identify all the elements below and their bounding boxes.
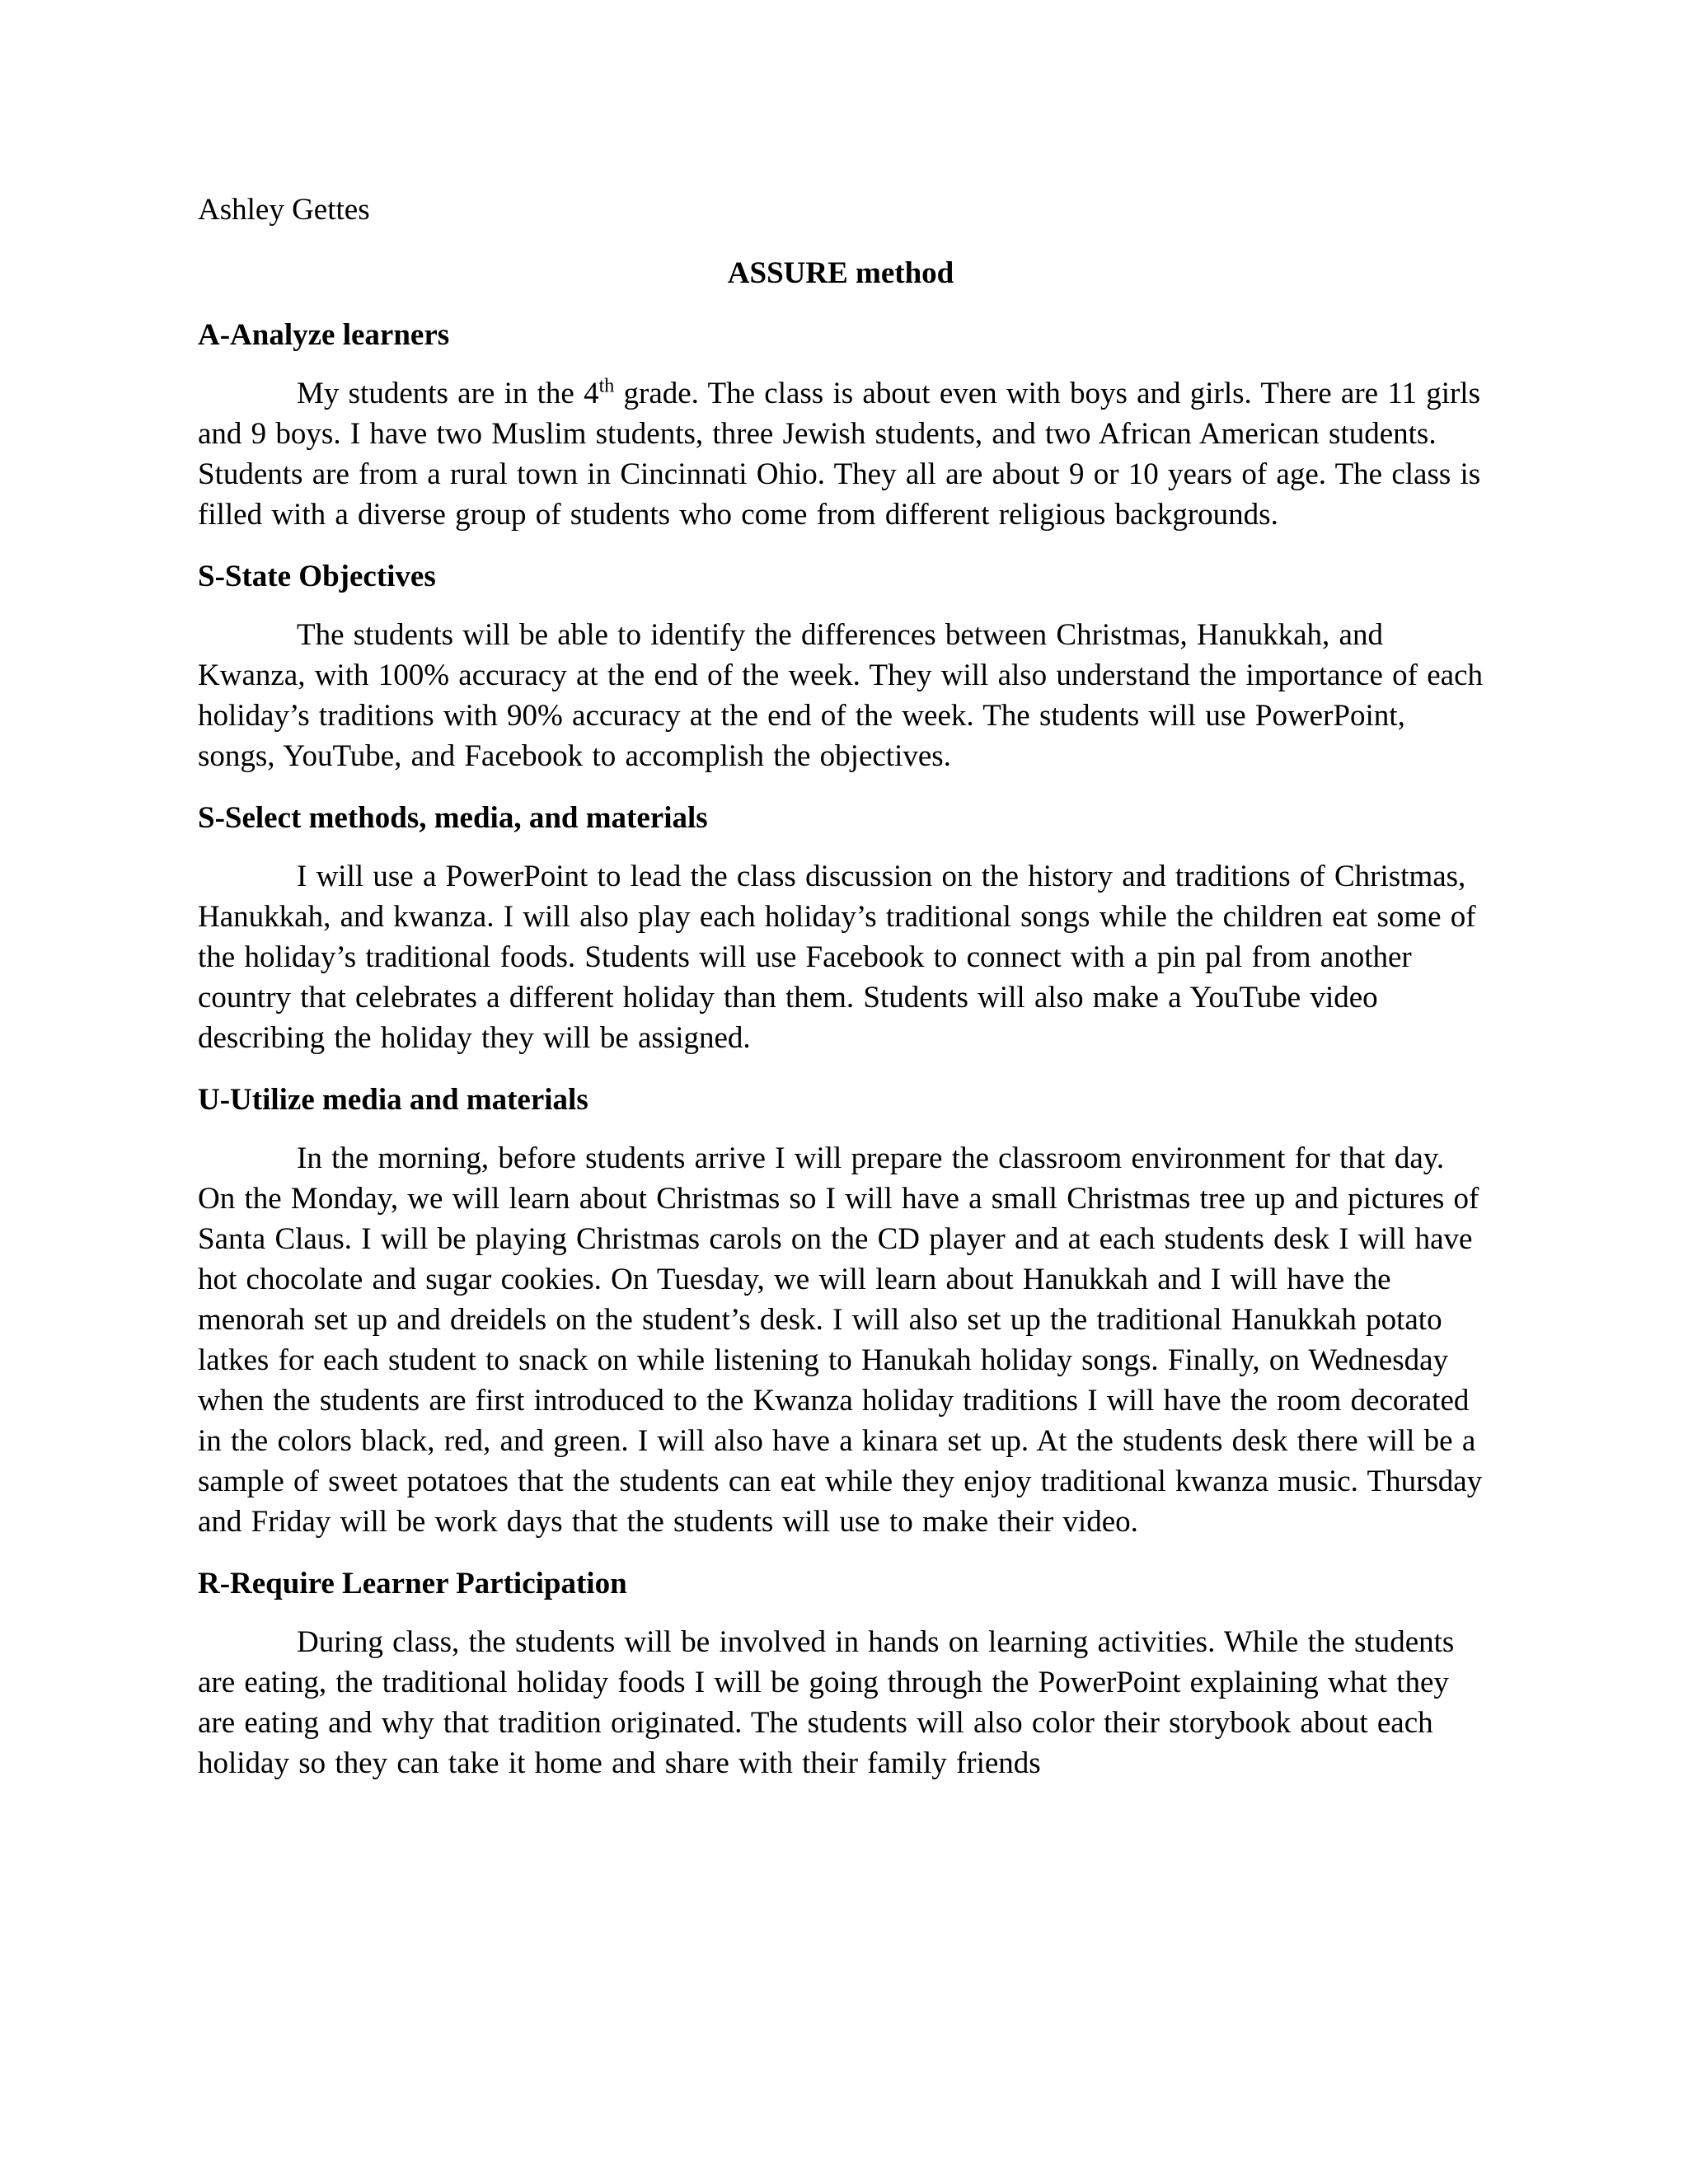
section-paragraph: In the morning, before students arrive I will prepare the classroom environment for that day. On the Monday, we will learn about Christmas so I will have a small Christmas tree up and pictures of Santa Claus. I will be playing Christmas carols on the CD player and at each students desk I will have hot chocolate and sugar cookies. On Tuesday, we will learn about Hanukkah and I will have the menorah set up and dreidels on the student’s desk. I will also set up the traditional Hanukkah potato latkes for each student to snack on while listening to Hanukah holiday songs. Finally, on Wednesday when the students are first introduced to the Kwanza holiday traditions I will have the room decorated in the colors black, red, and green. I will also have a kinara set up. At the students desk there will be a sample of sweet potatoes that the students can eat while they enjoy traditional kwanza music. Thursday and Friday will be work days that the students will use to make their video. (198, 1141, 1483, 1539)
section-heading: R-Require Learner Participation (198, 1567, 627, 1601)
section-paragraph: During class, the students will be involved in hands on learning activities. While the students are eating, the traditional holiday foods I will be going through the PowerPoint explaining what they are eating and why that tradition originated. The students will also color their storybook about each holiday so they can take it home and share with their family friends (198, 1625, 1455, 1780)
section-paragraph: The students will be able to identify the differences between Christmas, Hanukkah, and Kwanza, with 100% accuracy at the end of the week. They will also understand the importance of each holiday’s traditions with 90% accuracy at the end of the week. The students will use PowerPoint, songs, YouTube, and Facebook to accomplish the objectives. (198, 618, 1483, 773)
ordinal-superscript: th (598, 375, 615, 397)
author-name: Ashley Gettes (198, 193, 370, 227)
document-title: ASSURE method (727, 256, 954, 290)
paragraph-text: grade. The class is about even with boys and girls. There are 11 girls and 9 boys. I have two Muslim students, three Jewish students, and two African American students. Students are from a rural town in Cincinnati Ohio. They all are about 9 or 10 years of age. The class is filled with a diverse group of students who come from different religious backgrounds. (198, 377, 1481, 532)
section-state-objectives (198, 556, 1484, 776)
section-select-methods (198, 798, 1484, 1058)
section-paragraph (198, 373, 1484, 535)
section-heading: S-Select methods, media, and materials (198, 801, 708, 835)
section-analyze-learners (198, 315, 1484, 535)
section-require-participation (198, 1563, 1484, 1783)
section-utilize-media (198, 1080, 1484, 1542)
section-paragraph: I will use a PowerPoint to lead the class discussion on the history and traditions of Christmas, Hanukkah, and kwanza. I will also play each holiday’s traditional songs while the children eat some of the holiday’s traditional foods. Students will use Facebook to connect with a pin pal from another country that celebrates a different holiday than them. Students will also make a YouTube video describing the holiday they will be assigned. (198, 860, 1476, 1055)
section-heading: U-Utilize media and materials (198, 1083, 588, 1117)
section-heading: S-State Objectives (198, 560, 436, 593)
section-heading: A-Analyze learners (198, 318, 450, 352)
paragraph-text: My students are in the 4 (297, 377, 599, 410)
document-page (198, 190, 1484, 1805)
